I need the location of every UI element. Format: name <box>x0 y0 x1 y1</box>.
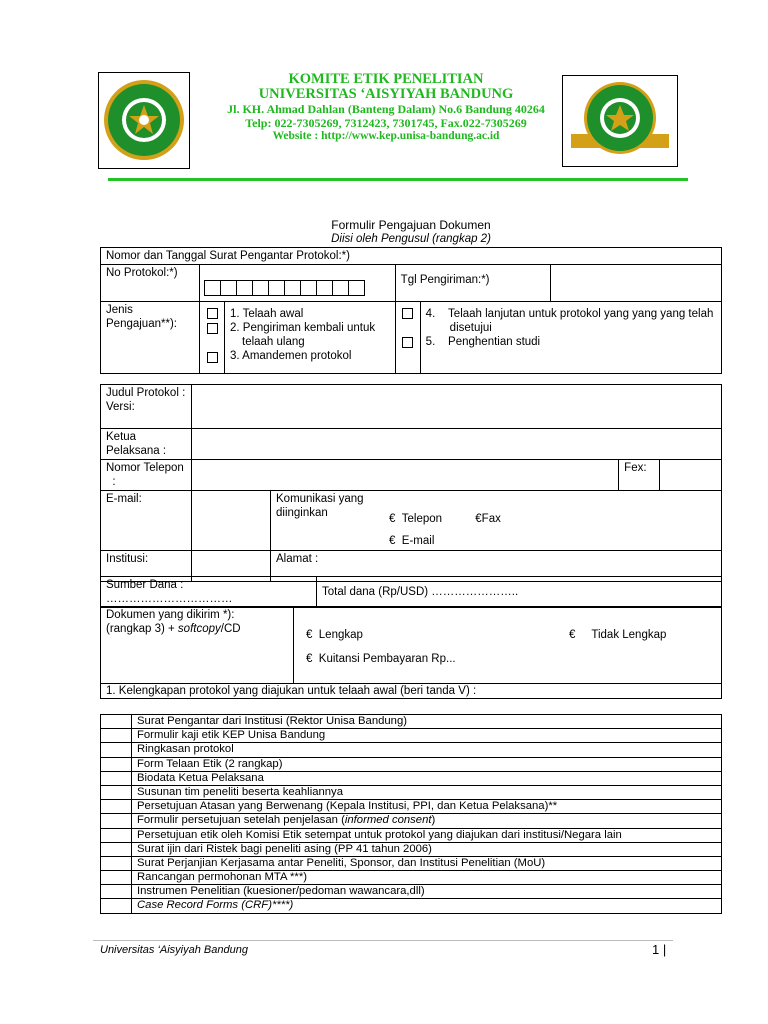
options-right-checkboxes[interactable] <box>395 302 420 374</box>
nomor-telepon-input[interactable] <box>192 460 619 491</box>
dokumen-status-cell <box>294 607 722 684</box>
documents-table <box>100 606 722 699</box>
option-fax[interactable]: €Fax <box>475 513 501 525</box>
jenis-pengajuan-label: Jenis Pengajuan**): <box>101 302 200 374</box>
table-row <box>101 842 722 856</box>
judul-protokol-label: Judul Protokol : Versi: <box>101 385 192 429</box>
email-label: E-mail: <box>101 491 192 551</box>
tgl-pengiriman-label: Tgl Pengiriman:*) <box>395 265 550 302</box>
rangkap-label: (rangkap 3) + <box>106 623 178 635</box>
rangkap-line <box>106 622 288 636</box>
no-protokol-label: No Protokol:*) <box>101 265 200 302</box>
checklist-item: Form Telaan Etik (2 rangkap) <box>132 757 722 771</box>
sumber-dana-label[interactable]: Sumber Dana : …………………………… <box>101 577 317 608</box>
table-row <box>101 771 722 785</box>
checklist-checkbox[interactable] <box>101 729 132 743</box>
checklist-checkbox[interactable] <box>101 842 132 856</box>
checklist-item: Rancangan permohonan MTA ***) <box>132 871 722 885</box>
checklist-checkbox[interactable] <box>101 757 132 771</box>
total-dana-label[interactable]: Total dana (Rp/USD) ………………….. <box>317 577 722 608</box>
komunikasi-label: Komunikasi yang diinginkan <box>276 493 364 519</box>
checklist-item: Ringkasan protokol <box>132 743 722 757</box>
checklist-item: Biodata Ketua Pelaksana <box>132 771 722 785</box>
option-telaah-awal: 1. Telaah awal <box>230 308 304 320</box>
options-right <box>420 302 721 374</box>
checklist-item: Instrumen Penelitian (kuesioner/pedoman wawancara,dll) <box>132 885 722 899</box>
form-subtitle: Diisi oleh Pengusul (rangkap 2) <box>331 233 491 245</box>
table-row <box>101 715 722 729</box>
checklist-checkbox[interactable] <box>101 856 132 870</box>
komunikasi-cell <box>271 491 722 551</box>
checklist-checkbox[interactable] <box>101 743 132 757</box>
alamat-label: Alamat : <box>271 551 722 582</box>
fex-label: Fex: <box>619 460 660 491</box>
protocol-details-table <box>100 384 722 582</box>
option-penghentian: 5. Penghentian studi <box>425 336 541 348</box>
funding-table <box>100 576 722 608</box>
checklist-item: Formulir persetujuan setelah penjelasan (informed consent) <box>132 814 722 828</box>
university-name: UNIVERSITAS ‘AISYIYAH BANDUNG <box>258 86 514 102</box>
judul-protokol-input[interactable] <box>192 385 722 429</box>
header-divider <box>108 178 688 181</box>
option-lengkap[interactable]: € Lengkap <box>306 629 363 641</box>
dokumen-cell <box>101 607 294 684</box>
submission-table <box>100 247 722 374</box>
checklist-item: Surat ijin dari Ristek bagi peneliti asing (PP 41 tahun 2006) <box>132 842 722 856</box>
dokumen-label: Dokumen yang dikirim *): <box>106 609 235 621</box>
table-row <box>101 856 722 870</box>
ketua-pelaksana-label: Ketua Pelaksana : <box>101 429 192 460</box>
form-title: Formulir Pengajuan Dokumen <box>331 218 491 232</box>
phone: Telp: 022-7305269, 7312423, 7301745, Fax.022-7305269 <box>245 116 527 130</box>
checklist-item: Persetujuan etik oleh Komisi Etik setempat untuk protokol yang diajukan dari institusi/Negara lain <box>132 828 722 842</box>
checklist-checkbox[interactable] <box>101 771 132 785</box>
checkbox-pengiriman-kembali[interactable] <box>207 323 218 334</box>
checklist-checkbox[interactable] <box>101 871 132 885</box>
university-logo <box>99 73 189 168</box>
checklist-checkbox[interactable] <box>101 785 132 799</box>
option-telepon[interactable]: € Telepon <box>389 513 443 525</box>
option-amandemen: 3. Amandemen protokol <box>230 350 352 362</box>
checklist-item: Susunan tim peneliti beserta keahliannya <box>132 785 722 799</box>
website[interactable]: Website : http://www.kep.unisa-bandung.ac.id <box>272 130 500 142</box>
page-number: 1 | <box>652 942 667 957</box>
table-row <box>101 814 722 828</box>
institusi-label: Institusi: <box>101 551 192 582</box>
address: Jl. KH. Ahmad Dahlan (Banteng Dalam) No.6 Bandung 40264 <box>227 102 545 116</box>
checkbox-telaah-lanjutan[interactable] <box>402 308 413 319</box>
checklist-item: Persetujuan Atasan yang Berwenang (Kepala Institusi, PPI, dan Ketua Pelaksana)** <box>132 800 722 814</box>
checklist-table <box>100 714 722 914</box>
option-kuitansi[interactable]: € Kuitansi Pembayaran Rp... <box>306 653 456 665</box>
table-row <box>101 800 722 814</box>
checklist-checkbox[interactable] <box>101 715 132 729</box>
cd-label: /CD <box>220 623 241 635</box>
no-protokol-input[interactable] <box>200 265 396 302</box>
fex-input[interactable] <box>660 460 722 491</box>
checklist-checkbox[interactable] <box>101 828 132 842</box>
kelengkapan-label: 1. Kelengkapan protokol yang diajukan untuk telaah awal (beri tanda V) : <box>101 684 722 699</box>
table-row <box>101 743 722 757</box>
ketua-pelaksana-input[interactable] <box>192 429 722 460</box>
option-pengiriman-kembali: 2. Pengiriman kembali untuk telaah ulang <box>230 322 376 348</box>
checkbox-penghentian[interactable] <box>402 337 413 348</box>
table-row <box>101 828 722 842</box>
table-row <box>101 899 722 913</box>
table-row <box>101 785 722 799</box>
table-row <box>101 871 722 885</box>
footer-university: Universitas ‘Aisyiyah Bandung <box>100 944 248 956</box>
checklist-item: Formulir kaji etik KEP Unisa Bandung <box>132 729 722 743</box>
committee-title: KOMITE ETIK PENELITIAN <box>288 71 484 87</box>
checklist-checkbox[interactable] <box>101 800 132 814</box>
email-input[interactable] <box>192 491 271 551</box>
tgl-pengiriman-input[interactable] <box>551 265 722 302</box>
checkbox-telaah-awal[interactable] <box>207 308 218 319</box>
option-telaah-lanjutan: 4. Telaah lanjutan untuk protokol yang yang yang telah disetujui <box>425 308 714 334</box>
table-row <box>101 885 722 899</box>
protocol-letter-header: Nomor dan Tanggal Surat Pengantar Protokol:*) <box>101 248 722 265</box>
checklist-checkbox[interactable] <box>101 814 132 828</box>
nomor-telepon-label: Nomor Telepon : <box>101 460 192 491</box>
table-row <box>101 757 722 771</box>
checklist-item: Surat Pengantar dari Institusi (Rektor Unisa Bandung) <box>132 715 722 729</box>
options-left <box>225 302 396 374</box>
checklist-item: Surat Perjanjian Kerjasama antar Peneliti, Sponsor, dan Institusi Penelitian (MoU) <box>132 856 722 870</box>
softcopy-label: softcopy <box>177 623 221 635</box>
table-row <box>101 729 722 743</box>
checklist-item: Case Record Forms (CRF)****) <box>132 899 722 913</box>
checklist-checkbox[interactable] <box>101 899 132 913</box>
logo-left-frame <box>98 72 190 169</box>
option-email[interactable]: € E-mail <box>389 535 435 547</box>
checkbox-amandemen[interactable] <box>207 352 218 363</box>
options-left-checkboxes[interactable] <box>200 302 225 374</box>
footer-divider <box>93 940 673 941</box>
checklist-checkbox[interactable] <box>101 885 132 899</box>
option-tidak-lengkap[interactable]: € Tidak Lengkap <box>569 629 667 641</box>
